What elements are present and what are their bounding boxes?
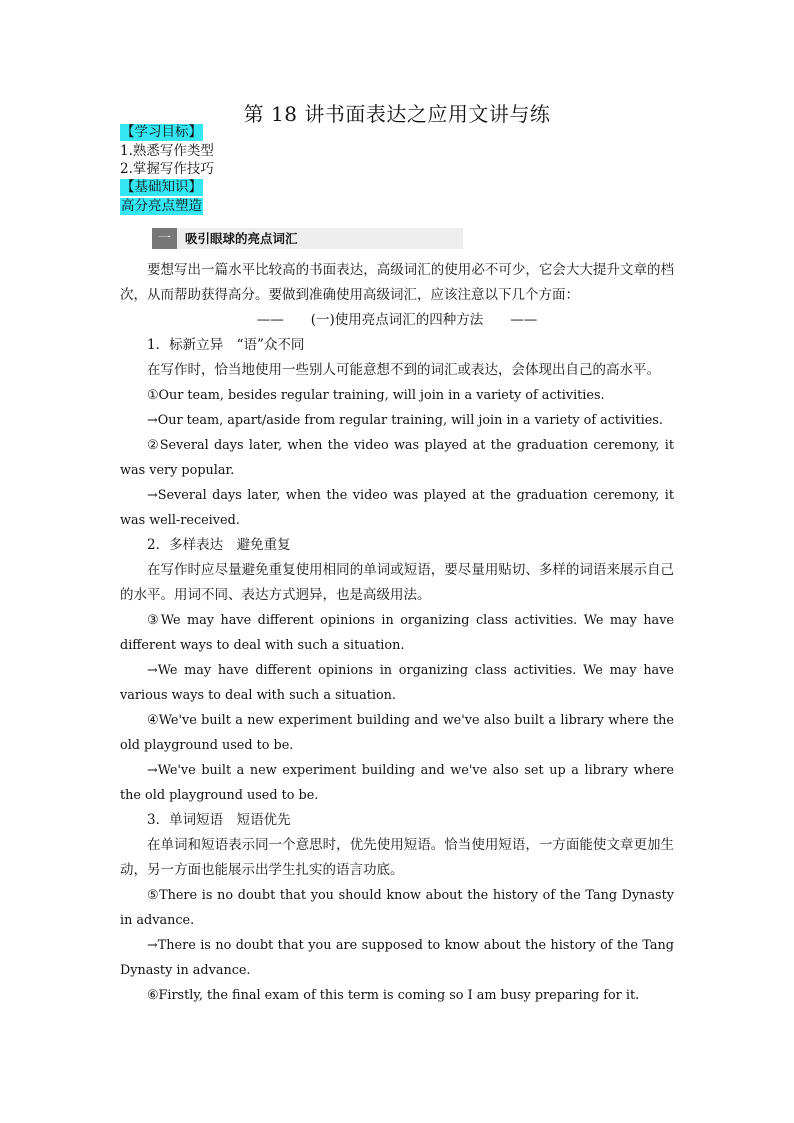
example-rewrite: →We may have different opinions in organizing class activities. We may have various ways to deal with such a situation. (120, 663, 674, 703)
objective-item: 1.熟悉写作类型 (120, 143, 214, 159)
example-sentence: ⑤There is no doubt that you should know about the history of the Tang Dynasty in advance. (120, 888, 674, 928)
example-sentence: ②Several days later, when the video was played at the graduation ceremony, it was very popular. (120, 438, 674, 478)
example-rewrite: →Several days later, when the video was played at the graduation ceremony, it was well-received. (120, 488, 674, 528)
objectives-header-line (120, 124, 203, 141)
method-description: 在写作时应尽量避免重复使用相同的单词或短语，要尽量用贴切、多样的词语来展示自己的水平。用词不同、表达方式迥异，也是高级用法。 (120, 562, 674, 603)
body-content (120, 258, 674, 1008)
section-label: 吸引眼球的亮点词汇 (185, 231, 298, 246)
example-sentence: ③We may have different opinions in organizing class activities. We may have different ways to deal with such a situation. (120, 613, 674, 653)
knowledge-header-line (120, 179, 203, 196)
example-sentence: ①Our team, besides regular training, will join in a variety of activities. (147, 388, 605, 403)
section-number-icon: 一 (152, 228, 177, 249)
method-heading: 3．单词短语 短语优先 (147, 812, 291, 828)
method-description: 在写作时，恰当地使用一些别人可能意想不到的词汇或表达，会体现出自己的高水平。 (147, 362, 660, 378)
intro-paragraph: 要想写出一篇水平比较高的书面表达，高级词汇的使用必不可少，它会大大提升文章的档次，从而帮助获得高分。要做到准确使用高级词汇，应该注意以下几个方面： (120, 262, 674, 303)
knowledge-header: 【基础知识】 (121, 179, 202, 195)
method-heading: 2．多样表达 避免重复 (147, 537, 291, 553)
example-rewrite: →We've built a new experiment building and we've also set up a library where the old playground used to be. (120, 763, 674, 803)
page-title: 第 18 讲书面表达之应用文讲与练 (243, 102, 551, 126)
objectives-header: 【学习目标】 (121, 124, 202, 140)
subheading: —— (一)使用亮点词汇的四种方法 —— (256, 312, 538, 328)
method-heading: 1．标新立异 “语”众不同 (147, 337, 305, 353)
example-sentence: ④We've built a new experiment building and we've also built a library where the old playground used to be. (120, 713, 674, 753)
example-rewrite: →There is no doubt that you are supposed to know about the history of the Tang Dynasty in advance. (120, 938, 674, 978)
example-rewrite: →Our team, apart/aside from regular training, will join in a variety of activities. (147, 413, 663, 428)
objective-item: 2.掌握写作技巧 (120, 161, 214, 177)
example-sentence: ⑥Firstly, the final exam of this term is coming so I am busy preparing for it. (147, 988, 640, 1003)
knowledge-sub-line (120, 198, 203, 215)
section-banner (152, 228, 463, 249)
method-description: 在单词和短语表示同一个意思时，优先使用短语。恰当使用短语，一方面能使文章更加生动，另一方面也能展示出学生扎实的语言功底。 (120, 837, 674, 878)
knowledge-subheader: 高分亮点塑造 (121, 198, 202, 214)
